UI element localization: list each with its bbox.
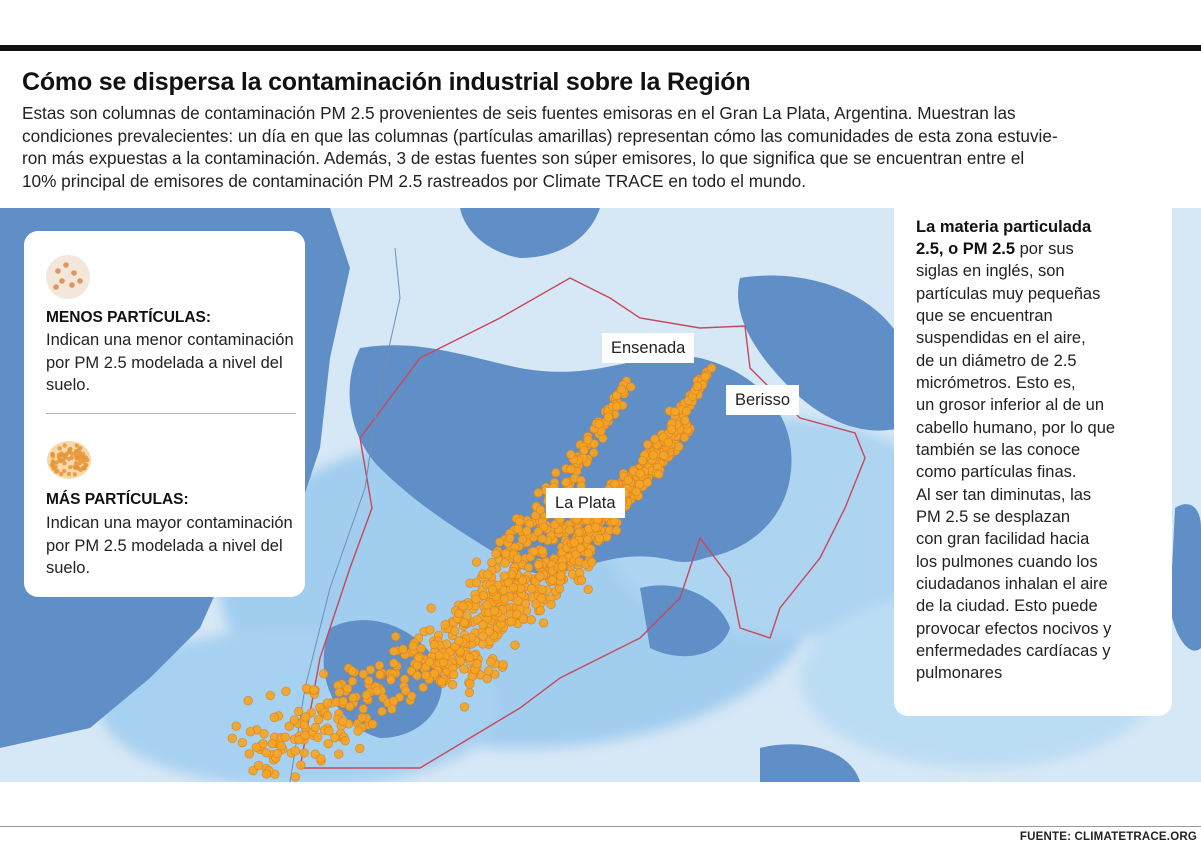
info-heading-line: La materia particulada — [916, 218, 1092, 236]
particle — [323, 712, 332, 721]
particle — [547, 600, 556, 609]
info-panel — [894, 208, 1172, 716]
info-line: los pulmones cuando los — [916, 553, 1098, 571]
info-line: partículas muy pequeñas — [916, 285, 1101, 303]
particle — [513, 554, 522, 563]
particle — [300, 721, 309, 730]
particle — [558, 562, 567, 571]
info-line: de la ciudad. Esto puede — [916, 597, 1098, 615]
particle — [320, 670, 329, 679]
particle — [509, 583, 518, 592]
particle — [291, 747, 300, 756]
particle — [75, 443, 79, 447]
particle — [518, 535, 527, 544]
particle — [506, 534, 515, 543]
particle — [557, 572, 566, 581]
particle — [604, 413, 613, 422]
source-credit: FUENTE: CLIMATETRACE.ORG — [1019, 831, 1197, 843]
particle — [459, 602, 468, 611]
particle — [348, 677, 357, 686]
particle — [667, 425, 676, 434]
particle — [566, 450, 575, 459]
particle — [693, 382, 702, 391]
info-line: también se las conoce — [916, 441, 1081, 459]
particle — [232, 722, 241, 731]
particle — [501, 549, 510, 558]
particle — [266, 691, 275, 700]
info-line: micrómetros. Esto es, — [916, 374, 1076, 392]
particle — [588, 558, 597, 567]
particle — [53, 465, 57, 469]
particle — [488, 558, 497, 567]
particle — [270, 713, 279, 722]
particle — [707, 364, 716, 373]
particle — [575, 528, 584, 537]
particle — [228, 734, 237, 743]
info-line: un grosor inferior al de un — [916, 396, 1105, 414]
particle — [390, 659, 399, 668]
particle — [314, 733, 323, 742]
particle — [487, 657, 496, 666]
particle — [346, 702, 355, 711]
info-line: con gran facilidad hacia — [916, 530, 1090, 548]
particle — [254, 761, 263, 770]
particle — [409, 642, 418, 651]
particle — [68, 465, 72, 469]
particle — [460, 618, 469, 627]
particle — [483, 601, 492, 610]
particle — [324, 739, 333, 748]
particle — [651, 435, 660, 444]
particle — [378, 707, 387, 716]
legend-less-heading: MENOS PARTÍCULAS: — [46, 309, 212, 326]
particle — [63, 443, 67, 447]
particle — [421, 671, 430, 680]
particle — [514, 597, 523, 606]
particle — [500, 595, 509, 604]
info-line: ciudadanos inhalan el aire — [916, 575, 1108, 593]
particle — [519, 615, 528, 624]
particle — [70, 456, 74, 460]
particle — [55, 469, 59, 473]
particle — [331, 733, 340, 742]
particle — [335, 688, 344, 697]
particle — [456, 657, 465, 666]
particle — [675, 442, 684, 451]
particle — [636, 469, 645, 478]
particle — [534, 528, 543, 537]
particle — [455, 637, 464, 646]
particle — [612, 402, 621, 411]
particle — [484, 570, 493, 579]
info-line: PM 2.5 se desplazan — [916, 508, 1071, 526]
particle — [449, 670, 458, 679]
intro-line: condiciones prevalecientes: un día en que las columnas (partículas amarillas) representan cómo las comunidades de esta zona estuvie- — [22, 125, 1058, 146]
particle — [260, 730, 269, 739]
place-label-ensenada: Ensenada — [602, 333, 694, 363]
particle — [584, 549, 593, 558]
particle — [301, 731, 310, 740]
place-label-la-plata: La Plata — [546, 488, 625, 518]
legend-more-text: Indican una mayor contaminación por PM 2.5 modelada a nivel del suelo. — [46, 514, 293, 577]
particle — [624, 476, 633, 485]
particle — [426, 626, 435, 635]
particle — [414, 654, 423, 663]
many-particles-icon — [44, 436, 94, 484]
particle — [465, 653, 474, 662]
particle — [499, 660, 508, 669]
particle — [643, 440, 652, 449]
particle — [343, 684, 352, 693]
particle — [524, 563, 533, 572]
page-title: Cómo se dispersa la contaminación industrial sobre la Región — [22, 68, 751, 96]
particle — [534, 489, 543, 498]
particle — [348, 667, 357, 676]
particle — [671, 407, 680, 416]
particle — [399, 645, 408, 654]
particle — [460, 703, 469, 712]
particle — [73, 453, 77, 457]
particle — [359, 705, 368, 714]
legend-less-text: Indican una menor contaminación por PM 2.5 modelada a nivel del suelo. — [46, 331, 294, 394]
particle — [310, 686, 319, 695]
particle — [495, 538, 504, 547]
particle — [507, 617, 516, 626]
particle — [515, 517, 524, 526]
particle — [659, 451, 668, 460]
particle — [523, 527, 532, 536]
particle — [238, 738, 247, 747]
particle — [262, 748, 271, 757]
particle — [68, 447, 72, 451]
particle — [349, 693, 358, 702]
particle — [479, 632, 488, 641]
particle — [73, 472, 77, 476]
info-line: enfermedades cardíacas y — [916, 642, 1111, 660]
particle — [617, 385, 626, 394]
particle — [536, 606, 545, 615]
particle — [62, 469, 66, 473]
bottom-rule — [0, 826, 1201, 827]
particle — [262, 770, 271, 779]
particle — [294, 707, 303, 716]
particle — [527, 584, 536, 593]
particle — [530, 547, 539, 556]
particle — [291, 773, 300, 782]
particle — [323, 699, 332, 708]
particle — [290, 716, 299, 725]
particle — [81, 452, 85, 456]
info-line: pulmonares — [916, 664, 1003, 682]
particle — [507, 570, 516, 579]
info-line: como partículas finas. — [916, 463, 1077, 481]
particle — [51, 453, 55, 457]
particle — [376, 670, 385, 679]
particle — [680, 433, 689, 442]
particle — [300, 749, 309, 758]
particle — [282, 687, 291, 696]
particle — [325, 727, 334, 736]
top-rule — [0, 45, 1201, 51]
particle — [58, 446, 62, 450]
particle — [501, 559, 510, 568]
particle — [682, 407, 691, 416]
place-label-berisso: Berisso — [726, 385, 799, 415]
particle — [632, 487, 641, 496]
particle — [552, 468, 561, 477]
particle — [472, 578, 481, 587]
particle — [390, 647, 399, 656]
particle — [419, 683, 428, 692]
particle — [472, 595, 481, 604]
particle — [536, 506, 545, 515]
info-line: cabello humano, por lo que — [916, 419, 1116, 437]
particle — [57, 455, 61, 459]
particle — [335, 750, 344, 759]
particle — [484, 667, 493, 676]
particle — [460, 665, 469, 674]
particle — [359, 670, 368, 679]
particle — [538, 547, 547, 556]
intro-line: Estas son columnas de contaminación PM 2.5 provenientes de seis fuentes emisoras en el Gran La Plata, Argentina. Muestran las — [22, 103, 1016, 123]
particle — [75, 465, 79, 469]
particle — [59, 451, 63, 455]
particle — [54, 460, 58, 464]
particle — [466, 680, 475, 689]
particle — [591, 523, 600, 532]
particle — [368, 720, 377, 729]
particle — [375, 661, 384, 670]
particle — [701, 372, 710, 381]
particle — [277, 742, 286, 751]
particle — [611, 480, 620, 489]
info-line: siglas en inglés, son — [916, 262, 1065, 280]
particle — [577, 576, 586, 585]
intro-line: ron más expuestas a la contaminación. Además, 3 de estas fuentes son súper emisores, lo que significa que se encuentran entre el — [22, 148, 1025, 168]
particle — [627, 383, 636, 392]
particle — [681, 416, 690, 425]
particle — [339, 717, 348, 726]
particle — [317, 755, 326, 764]
particle — [500, 572, 509, 581]
particle — [527, 616, 536, 625]
particle — [538, 585, 547, 594]
info-line: de un diámetro de 2.5 — [916, 352, 1077, 370]
particle — [455, 609, 464, 618]
few-particles-icon — [44, 253, 92, 301]
particle — [67, 472, 71, 476]
particle — [83, 463, 87, 467]
particle — [407, 692, 416, 701]
particle — [244, 696, 253, 705]
particle — [492, 549, 501, 558]
particle — [580, 446, 589, 455]
particle — [664, 438, 673, 447]
particle — [610, 517, 619, 526]
particle — [51, 459, 55, 463]
particle — [638, 456, 647, 465]
particle — [536, 572, 545, 581]
particle — [358, 713, 367, 722]
particle — [356, 744, 365, 753]
particle — [562, 478, 571, 487]
particle — [281, 733, 290, 742]
info-line: que se encuentran — [916, 307, 1053, 325]
legend-more-heading: MÁS PARTÍCULAS: — [46, 491, 189, 508]
particle — [389, 697, 398, 706]
particle — [479, 621, 488, 630]
particle — [354, 727, 363, 736]
particle — [548, 576, 557, 585]
particle — [570, 538, 579, 547]
particle — [435, 651, 444, 660]
particle — [302, 713, 311, 722]
particle — [584, 436, 593, 445]
particle — [311, 723, 320, 732]
particle — [479, 640, 488, 649]
info-line: Al ser tan diminutas, las — [916, 486, 1092, 504]
particle — [273, 749, 282, 758]
particle — [297, 761, 306, 770]
particle — [391, 632, 400, 641]
particle — [268, 740, 277, 749]
particle — [472, 558, 481, 567]
particle — [654, 470, 663, 479]
particle — [430, 669, 439, 678]
particle — [649, 451, 658, 460]
particle — [413, 661, 422, 670]
particle — [612, 526, 621, 535]
particle — [584, 585, 593, 594]
particle — [441, 620, 450, 629]
particle — [81, 460, 85, 464]
particle — [451, 627, 460, 636]
particle — [413, 671, 422, 680]
particle — [252, 743, 261, 752]
particle — [246, 728, 255, 737]
intro-paragraph — [22, 102, 1182, 192]
particle — [488, 585, 497, 594]
particle — [425, 658, 434, 667]
particle — [537, 594, 546, 603]
info-line: suspendidas en el aire, — [916, 329, 1086, 347]
particle — [595, 534, 604, 543]
legend-panel — [24, 231, 305, 597]
legend-divider — [46, 413, 296, 414]
particle — [539, 619, 548, 628]
particle — [387, 676, 396, 685]
info-heading-line: 2.5, o PM 2.5 por sus — [916, 240, 1074, 258]
particle — [427, 604, 436, 613]
particle — [511, 641, 520, 650]
particle — [465, 688, 474, 697]
particle — [430, 640, 439, 649]
particle — [437, 677, 446, 686]
particle — [388, 705, 397, 714]
info-line: provocar efectos nocivos y — [916, 620, 1112, 638]
particle — [567, 465, 576, 474]
particle — [341, 736, 350, 745]
particle — [362, 691, 371, 700]
particle — [595, 420, 604, 429]
particle — [483, 674, 492, 683]
intro-line: 10% principal de emisores de contaminación PM 2.5 rastreados por Climate TRACE en todo el mundo. — [22, 170, 807, 191]
particle — [373, 687, 382, 696]
particle — [61, 458, 65, 462]
particle — [245, 750, 254, 759]
particle — [566, 526, 575, 535]
particle — [490, 607, 499, 616]
